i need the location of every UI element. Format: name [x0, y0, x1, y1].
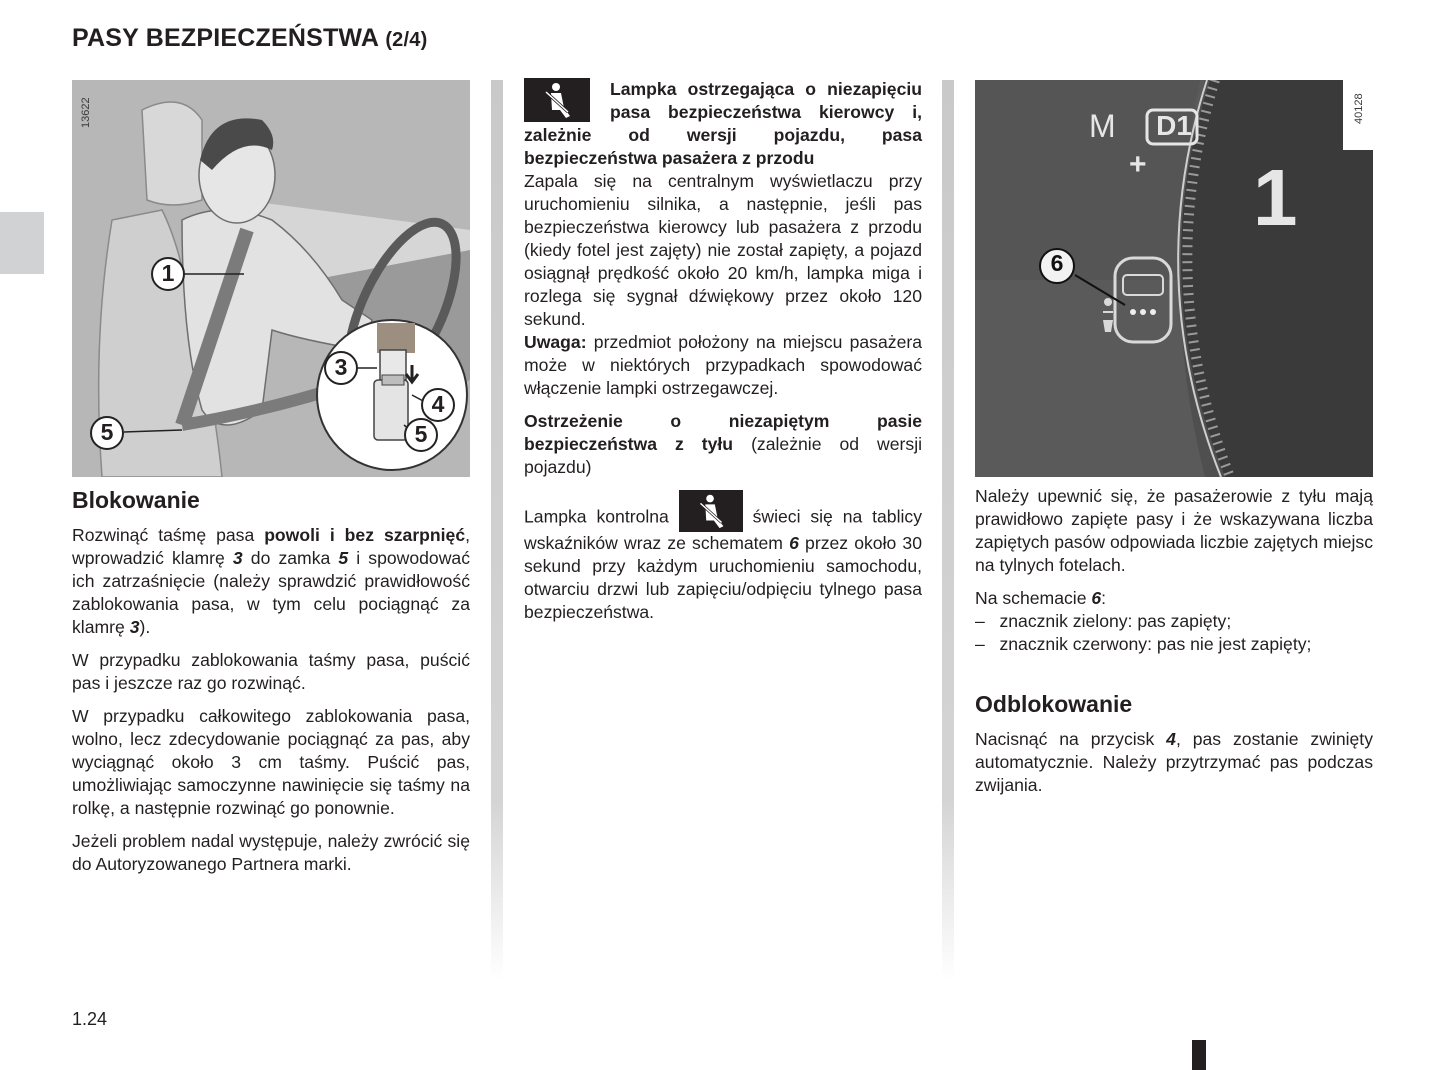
- end-marker: [1192, 1040, 1206, 1070]
- warning-lamp-body: Zapala się na centralnym wyświetlaczu przy uruchomieniu silnika, a następnie, jeśli pas bezpieczeństwa kierowcy lub pasażera z przodu (kiedy fotel jest zajęty) nie został zapięty, a pojazd osiągnął prędkość około 20 km/h, lampka miga i rozlega się sygnał dźwiękowy przez około 120 sekund.: [524, 171, 922, 329]
- rear-passengers-paragraph: Należy upewnić się, że pasażerowie z tyłu mają prawidłowo zapięte pasy i że wskazywana liczba zapiętych pasów odpowiada liczbie zajętych miejsc na tylnych fotelach.: [975, 486, 1374, 575]
- title-text: PASY BEZPIECZEŃSTWA: [72, 24, 379, 52]
- rear-warning-paragraph: Ostrzeżenie o niezapiętym pasie bezpieczeństwa z tyłu (zależnie od wersji pojazdu): [524, 411, 923, 477]
- gauge-plus: +: [1129, 148, 1147, 181]
- callout-3: 3: [334, 354, 348, 380]
- schema-intro: Na schemacie 6:: [975, 588, 1107, 608]
- seatbelt-illustration: [72, 80, 470, 477]
- note-paragraph: Uwaga: przedmiot położony na miejscu pasażera może w niektórych przypadkach spowodować włączenie lampki ostrzegawczej.: [524, 332, 922, 398]
- warning-lamp-title: Lampka ostrzegająca o niezapięciu pasa bezpieczeństwa kierowcy i, zależnie od wersji pojazdu, pasa bezpieczeństwa pasażera z przodu: [524, 79, 922, 168]
- callout-5-zoom: 5: [414, 421, 428, 447]
- left-column: [72, 486, 470, 886]
- chapter-tab: [0, 212, 44, 274]
- callout-6: 6: [1050, 250, 1064, 276]
- right-column: [975, 485, 1373, 807]
- heading-odblokowanie: Odblokowanie: [975, 691, 1133, 717]
- gauge-gear: 1: [1253, 153, 1298, 242]
- list-item-red: – znacznik czerwony: pas nie jest zapięty;: [975, 634, 1312, 654]
- title-part: (2/4): [385, 29, 428, 51]
- unlock-paragraph: Nacisnąć na przycisk 4, pas zostanie zwinięty automatycznie. Należy przytrzymać pas podczas zwijania.: [975, 729, 1373, 795]
- heading-blokowanie: Blokowanie: [72, 487, 200, 513]
- callout-1: 1: [161, 260, 175, 286]
- seatbelt-warning-icon: [524, 78, 590, 122]
- lamp-paragraph: Lampka kontrolna świeci się na tablicy wskaźników wraz ze schematem 6 przez około 30 sekund przy każdym uruchomieniu samochodu, otwarciu drzwi lub zapięciu/odpięciu tylnego pasa bezpieczeństwa.: [524, 504, 922, 624]
- paragraph-dealer: Jeżeli problem nadal występuje, należy zwrócić się do Autoryzowanego Partnera marki.: [72, 831, 470, 874]
- seatbelt-lamp-icon: [679, 490, 743, 532]
- paragraph-blocked: W przypadku zablokowania taśmy pasa, puścić pas i jeszcze raz go rozwinąć.: [72, 650, 470, 693]
- dashboard-figure: [975, 80, 1373, 477]
- figure-code: 13622: [80, 97, 92, 128]
- column-divider-right: [942, 80, 954, 980]
- callout-4: 4: [431, 391, 445, 417]
- schema-list: [975, 610, 1373, 656]
- gauge-mode: M: [1089, 108, 1116, 144]
- column-divider-left: [491, 80, 503, 980]
- figure-code-right: 40128: [1353, 93, 1365, 124]
- list-item-green: – znacznik zielony: pas zapięty;: [975, 611, 1232, 631]
- paragraph-fully-blocked: W przypadku całkowitego zablokowania pasa, wolno, lecz zdecydowanie pociągnąć za pas, aby wyciągnąć około 3 cm taśmy. Puścić pas, umożliwiając samoczynne nawinięcie się taśmy na rolkę, a następnie rozwinąć go ponownie.: [72, 706, 470, 818]
- callout-5-seat: 5: [100, 419, 114, 445]
- middle-column: [524, 78, 922, 634]
- page-title: [72, 24, 427, 53]
- gauge-d1: D1: [1156, 110, 1192, 141]
- seatbelt-figure: [72, 80, 470, 477]
- page-number: 1.24: [72, 1009, 108, 1029]
- paragraph-locking: Rozwinąć taśmę pasa powoli i bez szarpnięć, wprowadzić klamrę 3 do zamka 5 i spowodować ich zatrzaśnięcie (należy sprawdzić prawidłowość zablokowania pasa, w tym celu pociągnąć za klamrę 3).: [72, 525, 471, 637]
